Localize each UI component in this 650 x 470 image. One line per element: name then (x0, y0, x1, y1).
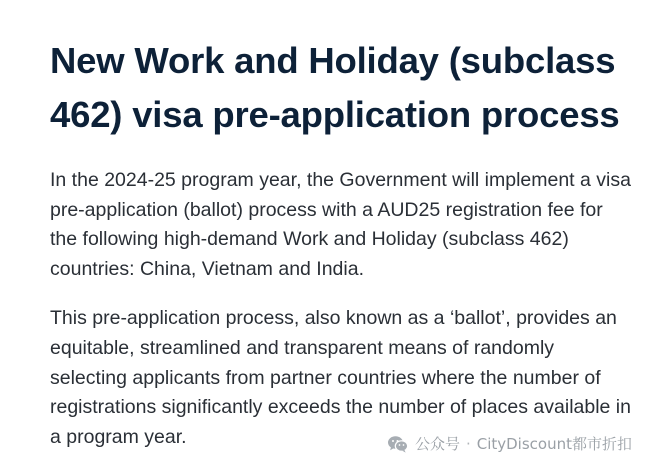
page-title: New Work and Holiday (subclass 462) visa pre-application process (50, 40, 620, 135)
article (50, 34, 635, 452)
wechat-icon (387, 435, 409, 453)
ballot-paragraph: This pre-application process, also known as a ‘ballot’, provides an equitable, streamlined and transparent means of randomly selecting applicants from partner countries where the number of registrations significantly exceeds the number of places available in a program year. (50, 307, 631, 448)
watermark-separator: · (465, 434, 471, 453)
watermark-platform: 公众号 (414, 435, 460, 453)
watermark-account: CityDiscount都市折扣 (476, 435, 632, 453)
wechat-watermark (383, 433, 632, 454)
intro-paragraph: In the 2024-25 program year, the Government will implement a visa pre-application (ballot) process with a AUD25 registration fee for the following high-demand Work and Holiday (subclass 462) countries: China, Vietnam and India. (50, 169, 631, 280)
